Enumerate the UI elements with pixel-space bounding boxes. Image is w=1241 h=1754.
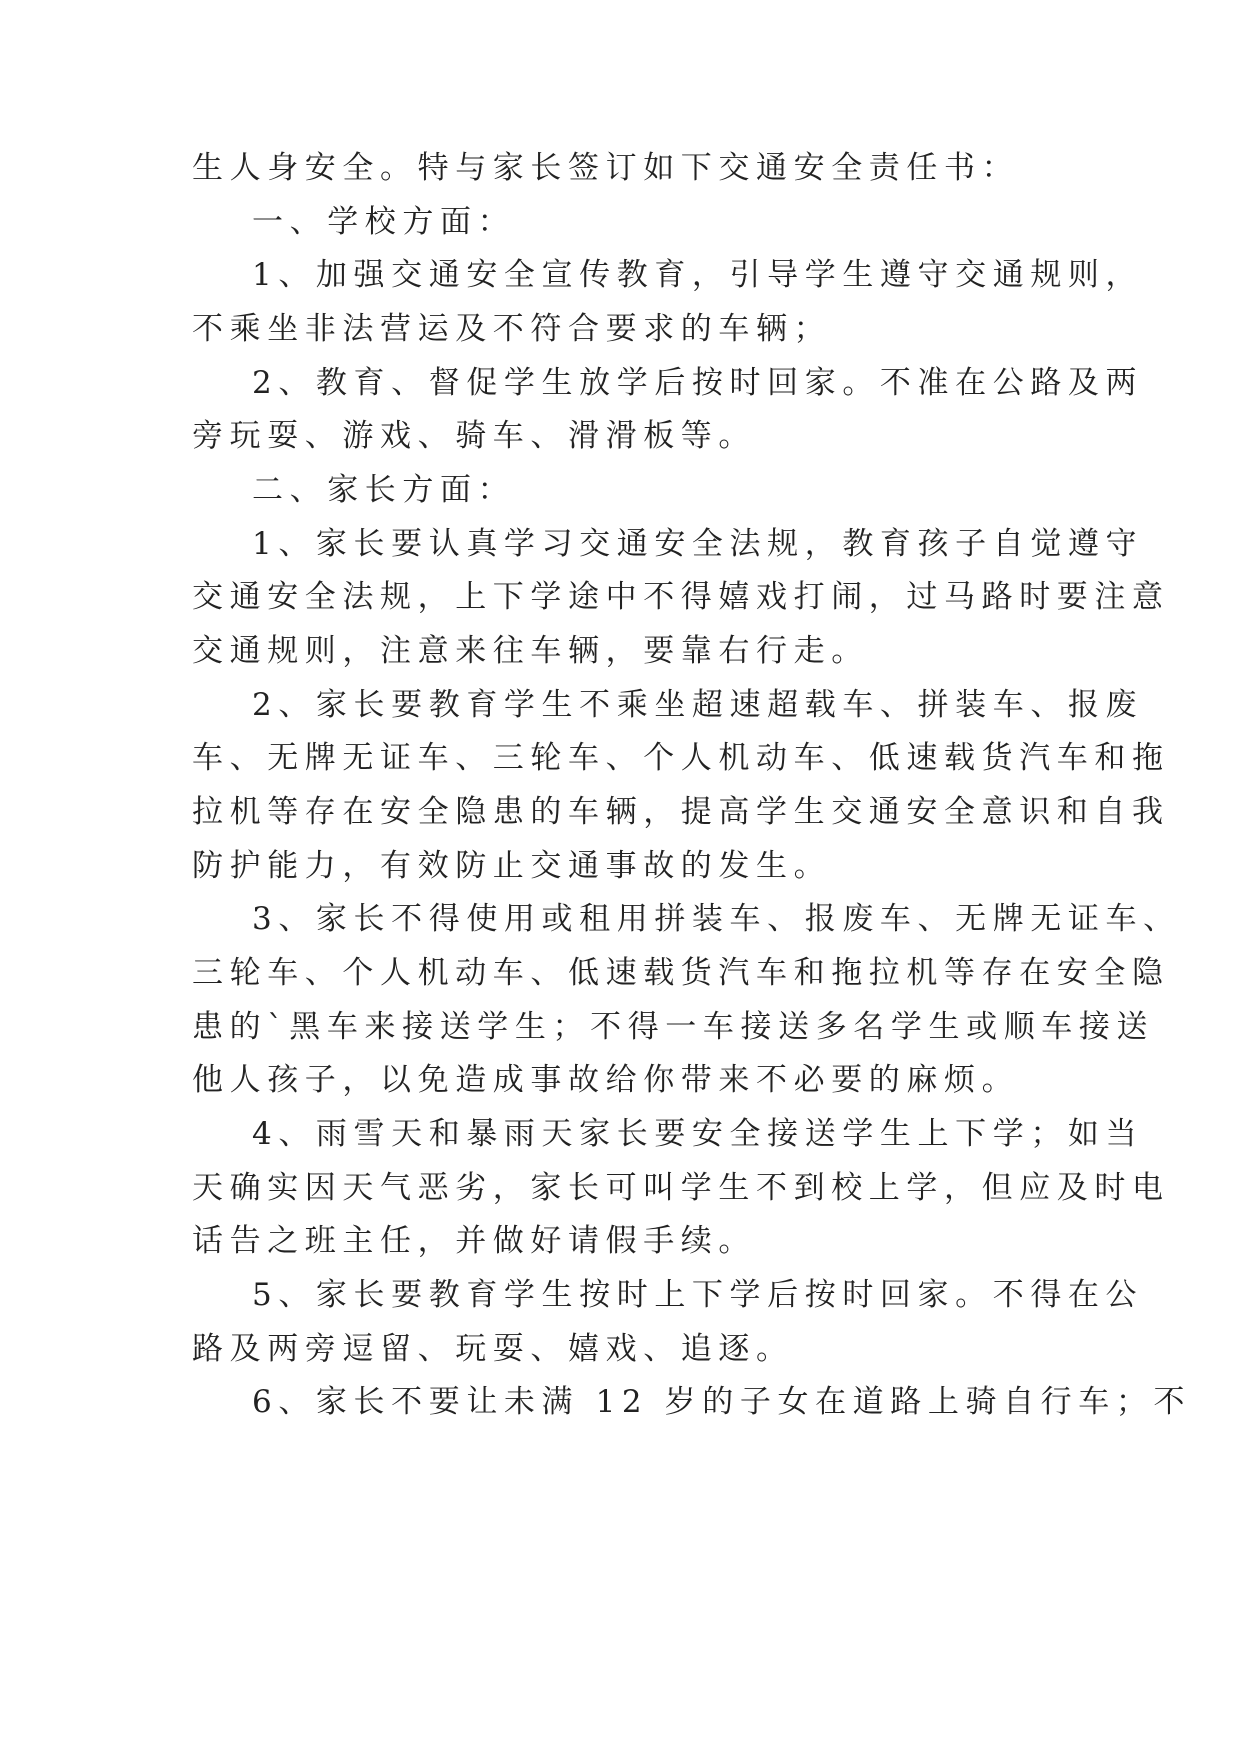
text-line: 1、家长要认真学习交通安全法规，教育孩子自觉遵守	[252, 526, 1144, 562]
text-line: 三轮车、个人机动车、低速载货汽车和拖拉机等存在安全隐	[192, 955, 1170, 991]
section-heading-school: 一、学校方面：	[252, 204, 516, 240]
text-line: 6、家长不要让未满 12 岁的子女在道路上骑自行车；不	[252, 1384, 1192, 1420]
text-line: 他人孩子，以免造成事故给你带来不必要的麻烦。	[192, 1062, 1020, 1098]
text-line: 车、无牌无证车、三轮车、个人机动车、低速载货汽车和拖	[192, 740, 1170, 776]
text-line: 生人身安全。特与家长签订如下交通安全责任书：	[192, 150, 1020, 186]
text-line: 旁玩耍、游戏、骑车、滑滑板等。	[192, 418, 756, 454]
text-line: 3、家长不得使用或租用拼装车、报废车、无牌无证车、	[252, 901, 1181, 937]
text-line: 2、教育、督促学生放学后按时回家。不准在公路及两	[252, 365, 1144, 401]
section-heading-parents: 二、家长方面：	[252, 472, 516, 508]
text-line: 防护能力，有效防止交通事故的发生。	[192, 848, 832, 884]
text-line: 5、家长要教育学生按时上下学后按时回家。不得在公	[252, 1277, 1144, 1313]
text-line: 天确实因天气恶劣，家长可叫学生不到校上学，但应及时电	[192, 1170, 1170, 1206]
text-line: 交通安全法规，上下学途中不得嬉戏打闹，过马路时要注意	[192, 579, 1170, 615]
text-line: 4、雨雪天和暴雨天家长要安全接送学生上下学；如当	[252, 1116, 1144, 1152]
text-line: 患的`黑车来接送学生；不得一车接送多名学生或顺车接送	[192, 1009, 1155, 1045]
text-line: 路及两旁逗留、玩耍、嬉戏、追逐。	[192, 1331, 794, 1367]
text-line: 2、家长要教育学生不乘坐超速超载车、拼装车、报废	[252, 687, 1144, 723]
text-line: 话告之班主任，并做好请假手续。	[192, 1223, 756, 1259]
text-line: 1、加强交通安全宣传教育，引导学生遵守交通规则，	[252, 257, 1144, 293]
text-line: 拉机等存在安全隐患的车辆，提高学生交通安全意识和自我	[192, 794, 1170, 830]
text-line: 交通规则，注意来往车辆，要靠右行走。	[192, 633, 869, 669]
text-line: 不乘坐非法营运及不符合要求的车辆；	[192, 311, 832, 347]
